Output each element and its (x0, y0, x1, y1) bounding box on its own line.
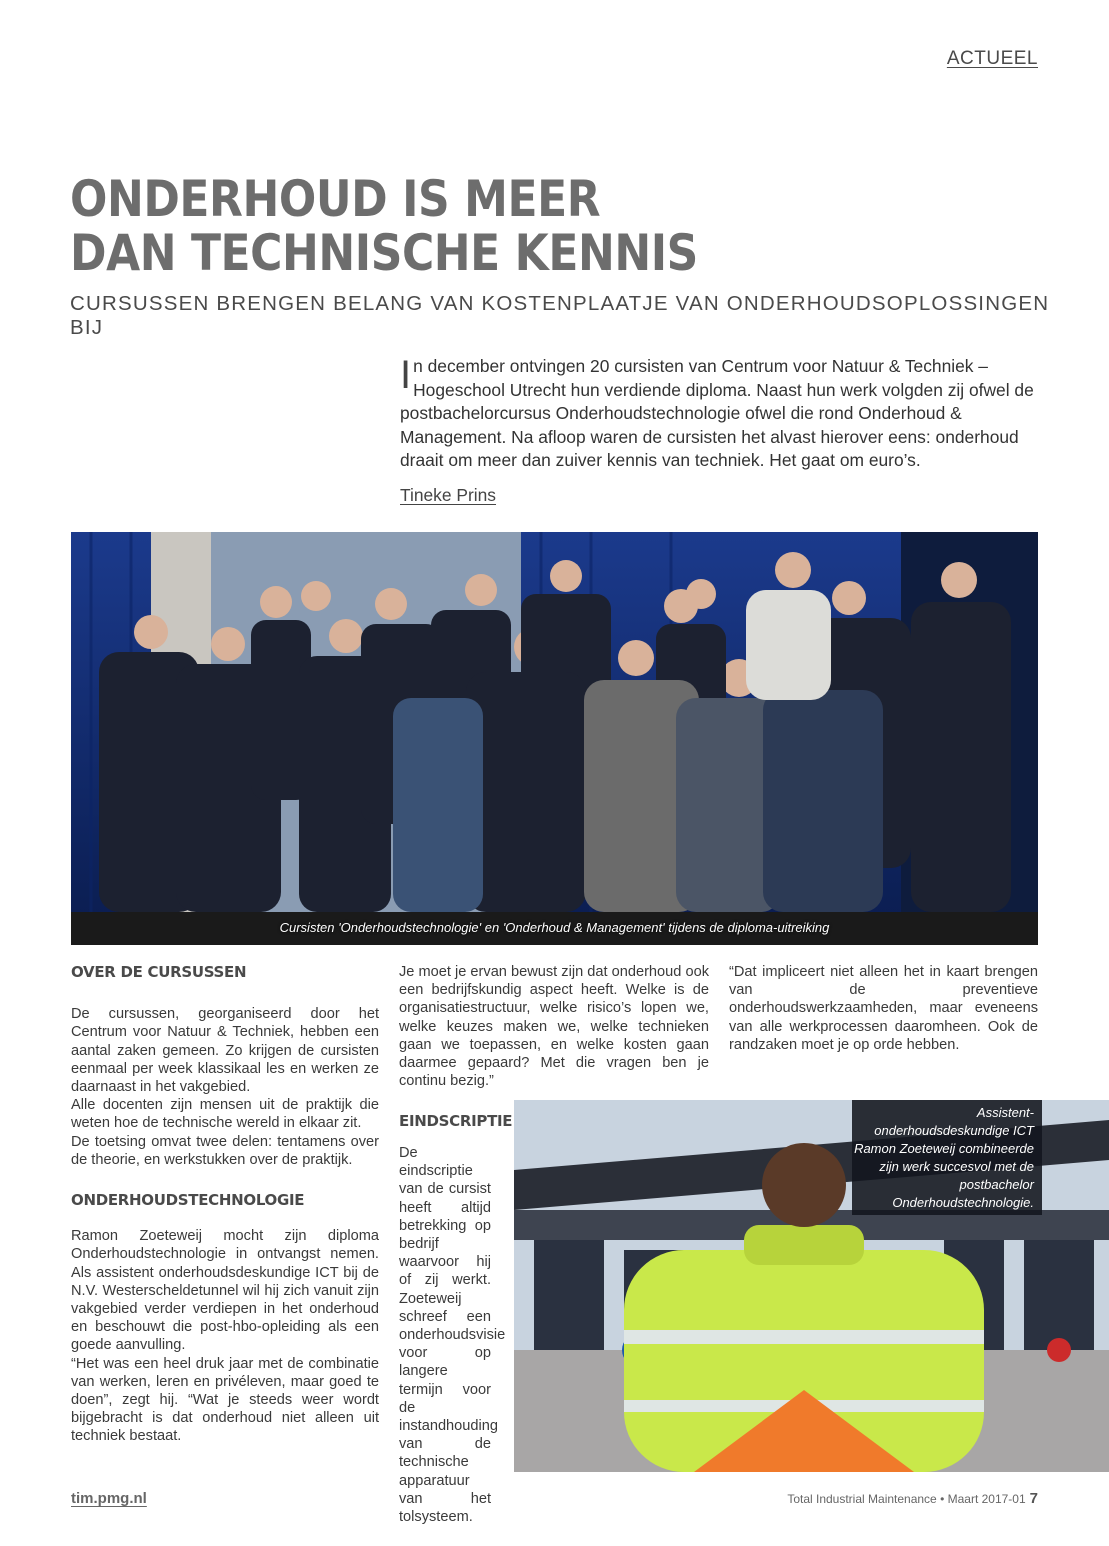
footer-site-link[interactable]: tim.pmg.nl (71, 1490, 147, 1507)
heading-onderhoudstechnologie: ONDERHOUDSTECHNOLOGIE (71, 1191, 305, 1210)
column-3 (729, 963, 1038, 1054)
col1-paragraph-5: “Het was een heel druk jaar met de combinatie van werken, leren en privéleven, maar goed te doen”, zegt hij. “Wat je steeds weer wordt bijgebracht is dat onderhoud niet alleen uit techniek bestaat. (71, 1355, 379, 1445)
heading-over-de-cursussen: OVER DE CURSUSSEN (71, 963, 247, 981)
section-label: ACTUEEL (946, 48, 1038, 69)
col1-paragraph-4: Ramon Zoeteweij mocht zijn diploma Onderhoudstechnologie in ontvangst nemen. Als assistent onderhoudsdeskundige ICT bij de N.V. Westerscheldetunnel wil hij zich vanuit zijn vakgebied verder verdiepen in het onderhoud en beschouwt die post-hbo-opleiding als een goede aanvulling. (71, 1228, 379, 1354)
column-1 (71, 963, 379, 1446)
article-subtitle: CURSUSSEN BRENGEN BELANG VAN KOSTENPLAATJE VAN ONDERHOUDSOPLOSSINGEN BIJ (70, 292, 1050, 339)
article-title (70, 172, 862, 280)
article-title-line-1: ONDERHOUD IS MEER (70, 170, 601, 228)
col1-paragraph-1: De cursussen, georganiseerd door het Centrum voor Natuur & Techniek, hebben een aantal zaken gemeen. Zo krijgen de cursisten eenmaal per week klassikaal les en werken ze daarnaast in het vakgebied. (71, 1006, 379, 1096)
col2-paragraph-1: Je moet je ervan bewust zijn dat onderhoud ook een bedrijfskundig aspect heeft. Welke is de organisatiestructuur, welke risico’s lopen we, welke keuzes maken we, welke technieken gaan we toepassen, en welke kosten gaan daarmee gepaard? Met die vragen ben je continu bezig.” (399, 964, 709, 1090)
col1-paragraph-3: De toetsing omvat twee delen: tentamens over de theorie, en werkstukken over de praktijk. (71, 1133, 379, 1168)
group-photo (71, 532, 1038, 945)
col1-paragraph-2: Alle docenten zijn mensen uit de praktijk die weten hoe de technische wereld in elkaar zit. (71, 1097, 379, 1132)
article-title-line-2: DAN TECHNISCHE KENNIS (70, 224, 698, 282)
group-photo-caption: Cursisten 'Onderhoudstechnologie' en 'Onderhoud & Management' tijdens de diploma-uitreiking (279, 920, 830, 935)
intro-dropcap: I (400, 353, 412, 397)
col2-paragraph-2: De eindscriptie van de cursist heeft altijd betrekking op bedrijf waarvoor hij of zij werkt. Zoeteweij schreef een onderhoudsvisie voor op langere termijn voor de instandhouding van de technische apparatuur van het tolsysteem. (399, 1145, 506, 1526)
author-byline: Tineke Prins (400, 485, 497, 505)
heading-eindscriptie: EINDSCRIPTIE (399, 1112, 513, 1131)
group-photo-image (71, 532, 1038, 945)
intro-text: n december ontvingen 20 cursisten van Centrum voor Natuur & Techniek – Hogeschool Utrecht hun verdiende diploma. Naast hun werk volgden zij ofwel de postbachelorcursus Onderhoudstechnologie ofwel die rond Onderhoud & Management. Na afloop waren de cursisten het alvast hierover eens: onderhoud draait om meer dan zuiver kennis van techniek. Het gaat om euro’s. (400, 356, 1034, 470)
portrait-caption: Assistent-onderhoudsdeskundige ICT Ramon Zoeteweij combineerde zijn werk succesvol met de postbachelor Onderhoudstechnologie. (852, 1100, 1042, 1215)
publication-info: Total Industrial Maintenance • Maart 2017-01 (787, 1492, 1026, 1506)
footer-publication (787, 1490, 1038, 1507)
col3-paragraph-1: “Dat impliceert niet alleen het in kaart brengen van de preventieve onderhoudswerkzaamheden, maar eveneens van alle werkprocessen daaromheen. Ook de randzaken moet je op orde hebben. (729, 964, 1038, 1053)
page-number: 7 (1029, 1490, 1038, 1507)
article-intro (400, 355, 1040, 473)
